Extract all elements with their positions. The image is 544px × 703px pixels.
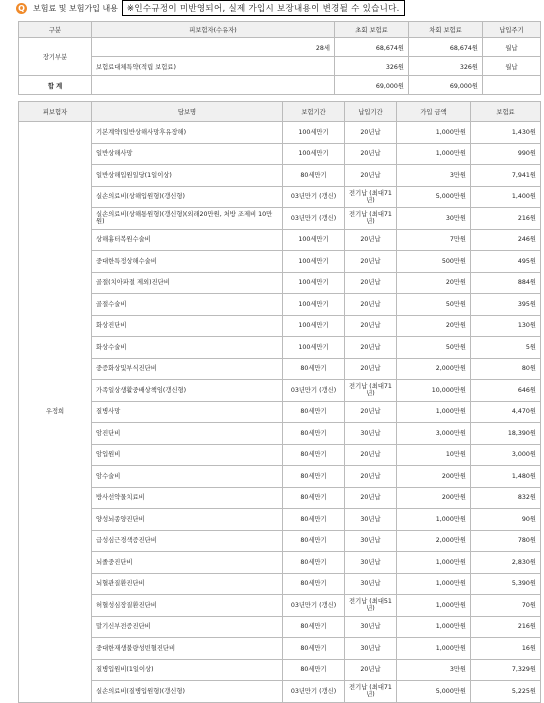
coverage-amount: 1,000만원 bbox=[397, 122, 471, 144]
coverage-premium: 3,000원 bbox=[471, 444, 541, 466]
coverage-term: 80세만기 bbox=[283, 573, 345, 595]
coverage-amount: 10,000만원 bbox=[397, 380, 471, 402]
next-premium: 326원 bbox=[409, 57, 483, 76]
coverage-name: 허혈성심장질환진단비 bbox=[92, 595, 283, 617]
coverage-name: 화상진단비 bbox=[92, 315, 283, 337]
coverage-amount: 7만원 bbox=[397, 229, 471, 251]
table-row bbox=[19, 616, 541, 638]
coverage-premium: 4,470원 bbox=[471, 401, 541, 423]
coverage-name: 중대한재생불량성빈혈진단비 bbox=[92, 638, 283, 660]
coverage-term: 03년만기 (갱신) bbox=[283, 681, 345, 703]
coverage-premium: 246원 bbox=[471, 229, 541, 251]
payment-term: 20년납 bbox=[345, 143, 397, 165]
table-row bbox=[19, 401, 541, 423]
coverage-name: 방사선약물치료비 bbox=[92, 487, 283, 509]
table-row bbox=[19, 530, 541, 552]
coverage-amount: 200만원 bbox=[397, 487, 471, 509]
coverage-amount: 20만원 bbox=[397, 272, 471, 294]
table-row bbox=[19, 423, 541, 445]
coverage-premium: 832원 bbox=[471, 487, 541, 509]
coverage-table bbox=[18, 101, 541, 703]
coverage-term: 100세만기 bbox=[283, 315, 345, 337]
coverage-amount: 1,000만원 bbox=[397, 401, 471, 423]
coverage-name: 중증화상및부식진단비 bbox=[92, 358, 283, 380]
payment-term: 20년납 bbox=[345, 122, 397, 144]
coverage-term: 100세만기 bbox=[283, 294, 345, 316]
coverage-name: 질병사망 bbox=[92, 401, 283, 423]
table-row bbox=[19, 315, 541, 337]
payment-term: 전기납 (최대71년) bbox=[345, 380, 397, 402]
coverage-term: 80세만기 bbox=[283, 552, 345, 574]
total-next: 69,000원 bbox=[409, 76, 483, 95]
coverage-term: 80세만기 bbox=[283, 165, 345, 187]
payment-term: 전기납 (최대71년) bbox=[345, 208, 397, 230]
payment-term: 20년납 bbox=[345, 358, 397, 380]
coverage-premium: 7,941원 bbox=[471, 165, 541, 187]
first-premium: 326원 bbox=[335, 57, 409, 76]
coverage-name: 질병입원비(1일이상) bbox=[92, 659, 283, 681]
coverage-premium: 216원 bbox=[471, 616, 541, 638]
coverage-term: 80세만기 bbox=[283, 401, 345, 423]
coverage-name: 암수술비 bbox=[92, 466, 283, 488]
coverage-name: 양성뇌종양진단비 bbox=[92, 509, 283, 531]
total-label: 합 계 bbox=[19, 76, 92, 95]
coverage-term: 80세만기 bbox=[283, 659, 345, 681]
coverage-amount: 3만원 bbox=[397, 165, 471, 187]
coverage-name: 일반상해입원일당(1일이상) bbox=[92, 165, 283, 187]
coverage-name: 가족일상생활중배상책임(갱신형) bbox=[92, 380, 283, 402]
insured-name: 보험료대체특약(적립 보험료) bbox=[92, 57, 335, 76]
coverage-amount: 50만원 bbox=[397, 337, 471, 359]
coverage-amount: 1,000만원 bbox=[397, 143, 471, 165]
coverage-premium: 5,225원 bbox=[471, 681, 541, 703]
coverage-amount: 50만원 bbox=[397, 294, 471, 316]
coverage-premium: 884원 bbox=[471, 272, 541, 294]
table-row bbox=[19, 143, 541, 165]
notice-box: ※인수규정이 미반영되어, 실제 가입시 보장내용이 변경될 수 있습니다. bbox=[122, 0, 405, 16]
coverage-premium: 5,390원 bbox=[471, 573, 541, 595]
first-premium: 68,674원 bbox=[335, 38, 409, 57]
column-header: 피보험자 bbox=[19, 102, 92, 122]
coverage-term: 03년만기 (갱신) bbox=[283, 380, 345, 402]
payment-term: 30년납 bbox=[345, 573, 397, 595]
table-row bbox=[19, 444, 541, 466]
coverage-amount: 2,000만원 bbox=[397, 358, 471, 380]
table-row bbox=[19, 186, 541, 208]
payment-term: 30년납 bbox=[345, 509, 397, 531]
column-header: 차회 보험료 bbox=[409, 22, 483, 38]
payment-term: 20년납 bbox=[345, 315, 397, 337]
coverage-term: 03년만기 (갱신) bbox=[283, 208, 345, 230]
coverage-name: 골절(치아파절 제외)진단비 bbox=[92, 272, 283, 294]
table-row bbox=[19, 165, 541, 187]
coverage-amount: 3만원 bbox=[397, 659, 471, 681]
table-row bbox=[19, 466, 541, 488]
payment-term: 30년납 bbox=[345, 638, 397, 660]
coverage-amount: 1,000만원 bbox=[397, 509, 471, 531]
coverage-premium: 395원 bbox=[471, 294, 541, 316]
coverage-premium: 130원 bbox=[471, 315, 541, 337]
payment-term: 20년납 bbox=[345, 165, 397, 187]
column-header: 보험기간 bbox=[283, 102, 345, 122]
column-header: 피보험자(수유자) bbox=[92, 22, 335, 38]
coverage-premium: 216원 bbox=[471, 208, 541, 230]
table-row bbox=[19, 122, 541, 144]
payment-term: 30년납 bbox=[345, 616, 397, 638]
column-header: 구분 bbox=[19, 22, 92, 38]
section-title: 보험료 및 보험가입 내용 bbox=[33, 3, 118, 13]
coverage-amount: 500만원 bbox=[397, 251, 471, 273]
coverage-amount: 3,000만원 bbox=[397, 423, 471, 445]
coverage-amount: 1,000만원 bbox=[397, 595, 471, 617]
coverage-term: 100세만기 bbox=[283, 251, 345, 273]
table-row bbox=[19, 638, 541, 660]
payment-term: 20년납 bbox=[345, 444, 397, 466]
section-header bbox=[16, 0, 405, 16]
payment-term: 30년납 bbox=[345, 552, 397, 574]
table-row bbox=[19, 595, 541, 617]
coverage-premium: 18,390원 bbox=[471, 423, 541, 445]
group-label: 장기부분 bbox=[19, 38, 92, 76]
coverage-amount: 5,000만원 bbox=[397, 186, 471, 208]
coverage-name: 말기신부전증진단비 bbox=[92, 616, 283, 638]
table-row bbox=[19, 251, 541, 273]
coverage-premium: 16원 bbox=[471, 638, 541, 660]
coverage-premium: 80원 bbox=[471, 358, 541, 380]
coverage-term: 80세만기 bbox=[283, 509, 345, 531]
coverage-term: 80세만기 bbox=[283, 358, 345, 380]
payment-term: 20년납 bbox=[345, 337, 397, 359]
coverage-premium: 990원 bbox=[471, 143, 541, 165]
coverage-term: 80세만기 bbox=[283, 616, 345, 638]
column-header: 담보명 bbox=[92, 102, 283, 122]
table-row bbox=[19, 509, 541, 531]
coverage-premium: 646원 bbox=[471, 380, 541, 402]
coverage-name: 암진단비 bbox=[92, 423, 283, 445]
table-row bbox=[19, 294, 541, 316]
total-spacer bbox=[92, 76, 335, 95]
payment-term: 20년납 bbox=[345, 272, 397, 294]
coverage-premium: 1,400원 bbox=[471, 186, 541, 208]
coverage-name: 암입원비 bbox=[92, 444, 283, 466]
coverage-term: 80세만기 bbox=[283, 638, 345, 660]
coverage-name: 골절수술비 bbox=[92, 294, 283, 316]
coverage-term: 03년만기 (갱신) bbox=[283, 595, 345, 617]
coverage-premium: 90원 bbox=[471, 509, 541, 531]
payment-term: 30년납 bbox=[345, 530, 397, 552]
coverage-name: 상해흉터복원수술비 bbox=[92, 229, 283, 251]
coverage-term: 80세만기 bbox=[283, 487, 345, 509]
coverage-term: 100세만기 bbox=[283, 272, 345, 294]
next-premium: 68,674원 bbox=[409, 38, 483, 57]
payment-term: 30년납 bbox=[345, 423, 397, 445]
total-row bbox=[19, 76, 541, 95]
coverage-amount: 2,000만원 bbox=[397, 530, 471, 552]
coverage-name: 실손의료비(상해통원형)(갱신형)(외래20만원, 처방 조제비 10만원) bbox=[92, 208, 283, 230]
column-header: 납입주기 bbox=[483, 22, 541, 38]
coverage-premium: 780원 bbox=[471, 530, 541, 552]
column-header: 납입기간 bbox=[345, 102, 397, 122]
coverage-term: 100세만기 bbox=[283, 337, 345, 359]
coverage-name: 뇌혈관질환진단비 bbox=[92, 573, 283, 595]
payment-term: 20년납 bbox=[345, 466, 397, 488]
coverage-name: 실손의료비(질병입원형)(갱신형) bbox=[92, 681, 283, 703]
coverage-term: 80세만기 bbox=[283, 423, 345, 445]
payment-term: 전기납 (최대71년) bbox=[345, 681, 397, 703]
coverage-term: 80세만기 bbox=[283, 466, 345, 488]
table-row bbox=[19, 552, 541, 574]
coverage-term: 80세만기 bbox=[283, 530, 345, 552]
coverage-premium: 495원 bbox=[471, 251, 541, 273]
table-row bbox=[19, 337, 541, 359]
total-cycle bbox=[483, 76, 541, 95]
column-header: 보험료 bbox=[471, 102, 541, 122]
table-row bbox=[19, 272, 541, 294]
coverage-term: 80세만기 bbox=[283, 444, 345, 466]
summary-row bbox=[19, 57, 541, 76]
payment-term: 20년납 bbox=[345, 401, 397, 423]
coverage-term: 100세만기 bbox=[283, 143, 345, 165]
payment-term: 20년납 bbox=[345, 251, 397, 273]
coverage-name: 급성심근경색증진단비 bbox=[92, 530, 283, 552]
coverage-premium: 5원 bbox=[471, 337, 541, 359]
coverage-amount: 30만원 bbox=[397, 208, 471, 230]
column-header: 초회 보험료 bbox=[335, 22, 409, 38]
payment-term: 전기납 (최대71년) bbox=[345, 186, 397, 208]
payment-cycle: 월납 bbox=[483, 38, 541, 57]
table-row bbox=[19, 487, 541, 509]
coverage-amount: 1,000만원 bbox=[397, 552, 471, 574]
coverage-term: 03년만기 (갱신) bbox=[283, 186, 345, 208]
coverage-amount: 5,000만원 bbox=[397, 681, 471, 703]
coverage-amount: 1,000만원 bbox=[397, 616, 471, 638]
coverage-amount: 1,000만원 bbox=[397, 573, 471, 595]
coverage-name: 일반상해사망 bbox=[92, 143, 283, 165]
q-icon: Q bbox=[16, 3, 27, 14]
coverage-name: 화상수술비 bbox=[92, 337, 283, 359]
payment-term: 20년납 bbox=[345, 229, 397, 251]
coverage-name: 실손의료비(상해입원형)(갱신형) bbox=[92, 186, 283, 208]
premium-summary-table bbox=[18, 21, 541, 95]
coverage-premium: 1,480원 bbox=[471, 466, 541, 488]
coverage-premium: 7,329원 bbox=[471, 659, 541, 681]
coverage-amount: 10만원 bbox=[397, 444, 471, 466]
insured-name: 28세 bbox=[92, 38, 335, 57]
table-row bbox=[19, 358, 541, 380]
column-header: 가입 금액 bbox=[397, 102, 471, 122]
table-row bbox=[19, 229, 541, 251]
coverage-premium: 2,830원 bbox=[471, 552, 541, 574]
table-row bbox=[19, 681, 541, 703]
summary-row bbox=[19, 38, 541, 57]
coverage-premium: 1,430원 bbox=[471, 122, 541, 144]
total-first: 69,000원 bbox=[335, 76, 409, 95]
coverage-amount: 20만원 bbox=[397, 315, 471, 337]
coverage-name: 기본계약(일반상해사망후유장해) bbox=[92, 122, 283, 144]
table-row bbox=[19, 573, 541, 595]
table-row bbox=[19, 380, 541, 402]
coverage-premium: 70원 bbox=[471, 595, 541, 617]
coverage-term: 100세만기 bbox=[283, 229, 345, 251]
coverage-amount: 1,000만원 bbox=[397, 638, 471, 660]
coverage-name: 중대한특정상해수술비 bbox=[92, 251, 283, 273]
table-row bbox=[19, 659, 541, 681]
payment-cycle: 월납 bbox=[483, 57, 541, 76]
coverage-amount: 200만원 bbox=[397, 466, 471, 488]
table-row bbox=[19, 208, 541, 230]
coverage-name: 뇌졸중진단비 bbox=[92, 552, 283, 574]
coverage-term: 100세만기 bbox=[283, 122, 345, 144]
insured-name: 우정희 bbox=[19, 122, 92, 703]
payment-term: 20년납 bbox=[345, 294, 397, 316]
payment-term: 20년납 bbox=[345, 487, 397, 509]
payment-term: 전기납 (최대51년) bbox=[345, 595, 397, 617]
payment-term: 20년납 bbox=[345, 659, 397, 681]
